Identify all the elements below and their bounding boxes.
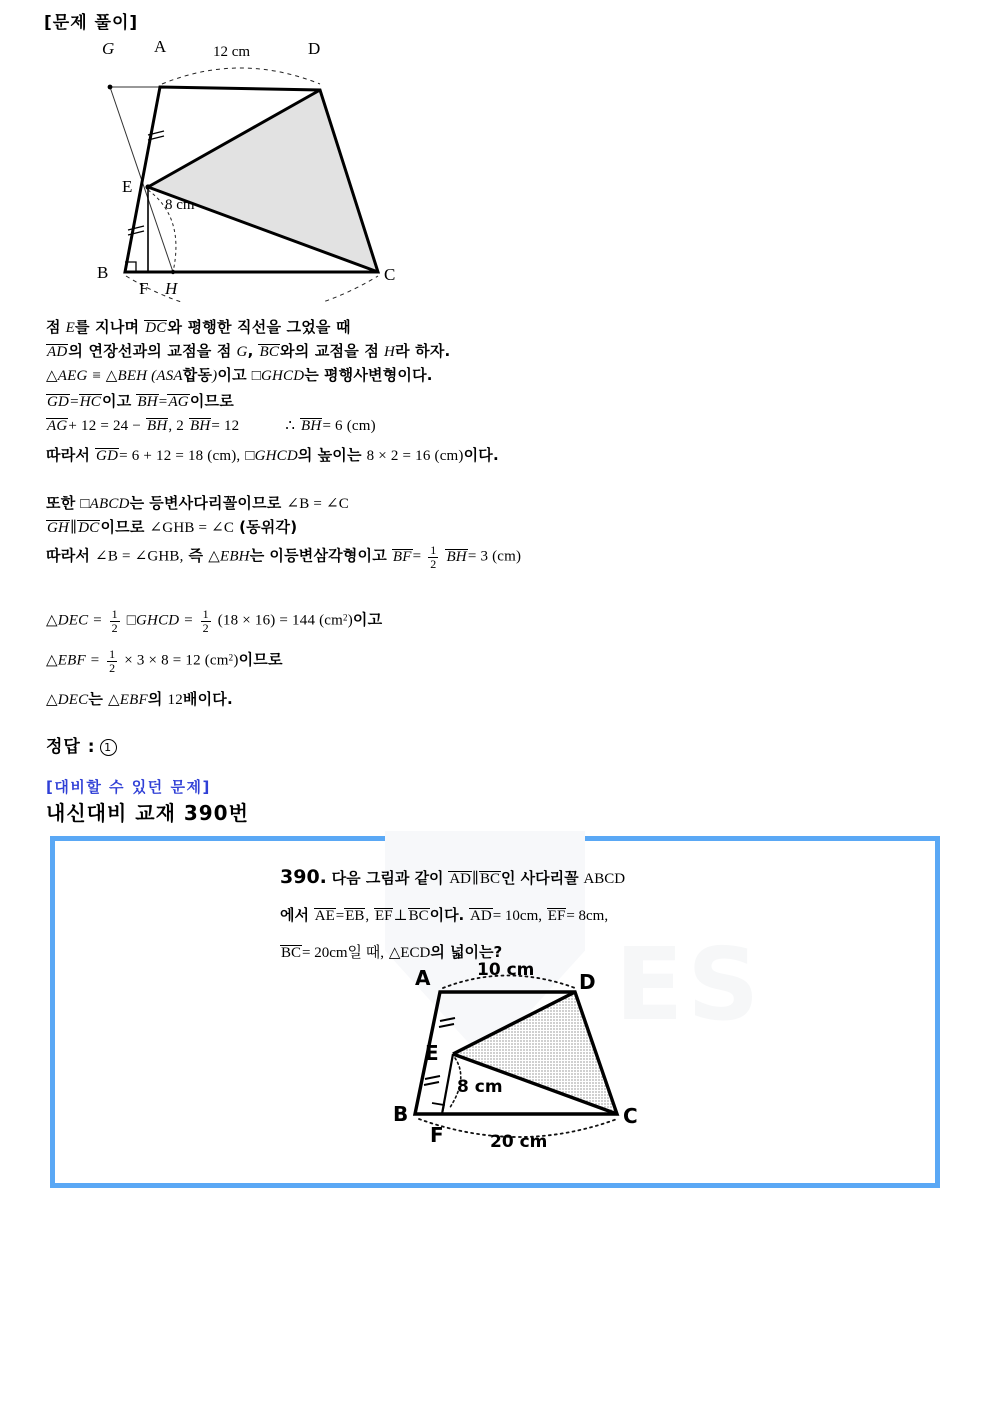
solution-line-11: △EBF = $\frac{1}{2}$ × 3 × 8 = 12 $(cm^2)$이므로 [46,647,283,675]
problem-statement [280,859,920,971]
label-H: H [165,279,178,298]
label-B: B [393,1102,409,1126]
figure-trapezoid-abcd-shaded-ecd [385,959,685,1159]
answer-label: 정답 : [46,737,96,757]
problem-box-390 [50,836,940,1188]
arc-bottom-24cm [126,276,378,302]
solution-line-7: 또한 □ABCD는 등변사다리꼴이므로 ∠B = ∠C [46,494,349,512]
solution-heading: [문제 풀이] [44,13,139,33]
solution-line-8: GH∥DC이므로 ∠GHB = ∠C (동위각) [47,518,298,536]
label-F: F [139,279,149,298]
book-reference-heading: 내신대비 교재 390번 [46,801,249,825]
solution-line-2: AD의 연장선과의 교점을 점 G, BC와의 교점을 점 H라 하자. [47,342,451,360]
label-E: E [122,177,133,196]
fraction-one-half: $\frac{1}{2}$ [111,607,118,635]
solution-line-9: 따라서 ∠B = ∠GHB, 즉 △EBH는 이등변삼각형이고 BF= $\frac{1}{2}$ BH= 3 (cm) [46,543,522,571]
fraction-one-half: $\frac{1}{2}$ [202,607,209,635]
figure-trapezoid-with-auxiliary-line [40,32,440,302]
label-D: D [308,39,321,58]
label-A: A [415,966,431,990]
answer-line [46,732,117,757]
label-D: D [579,970,596,994]
watermark-es-text: ES [615,926,764,1043]
solution-line-3: △AEG ≡ △BEH (ASA합동)이고 □GHCD는 평행사변형이다. [46,366,433,384]
problem-statement-line-1: 390. 다음 그림과 같이 AD∥BC인 사다리꼴 ABCD [280,866,626,888]
problem-number: 390. [280,866,327,888]
fraction-one-half: $\frac{1}{2}$ [109,647,116,675]
label-G: G [102,39,115,58]
label-E: E [425,1041,439,1065]
label-C: C [384,265,396,284]
solution-line-5: AG+ 12 = 24 − BH, 2 BH= 12 ∴ BH= 6 (cm) [47,418,376,434]
dimension-height-8cm: 8 cm [165,197,195,213]
solution-line-12: △DEC는 △EBF의 12배이다. [46,690,233,708]
arc-top-12cm [162,68,320,84]
solution-line-10: △DEC = $\frac{1}{2}$ □GHCD = $\frac{1}{2}$ (18 × 16) = 144 $(cm^2)$이고 [46,607,383,635]
problem-statement-line-2: 에서 AE=EB, EF⊥BC이다. AD= 10cm, EF= 8cm, [280,906,609,924]
label-A: A [154,37,167,56]
shaded-triangle-edc [148,90,378,272]
dimension-top-10cm: 10 cm [477,960,535,980]
problem-statement-line-3: BC= 20cm일 때, △ECD의 넓이는? [281,943,503,961]
label-B: B [97,263,109,282]
dimension-top-12cm: 12 cm [213,44,251,60]
answer-choice-badge: 1 [100,739,117,756]
dimension-bottom-20cm: 20 cm [490,1132,548,1152]
solution-line-1: 점 E를 지나며 DC와 평행한 직선을 그었을 때 [46,318,351,336]
label-F: F [430,1123,444,1147]
dimension-height-8cm: 8 cm [457,1077,503,1097]
fraction-one-half: $\frac{1}{2}$ [430,543,437,571]
prepare-heading: [대비할 수 있던 문제] [46,778,211,796]
label-C: C [623,1104,638,1128]
solution-line-6: 따라서 GD= 6 + 12 = 18 (cm), □GHCD의 높이는 8 × 2 = 16 (cm)이다. [46,446,499,464]
solution-line-4: GD=HC이고 BH=AG이므로 [47,392,234,410]
